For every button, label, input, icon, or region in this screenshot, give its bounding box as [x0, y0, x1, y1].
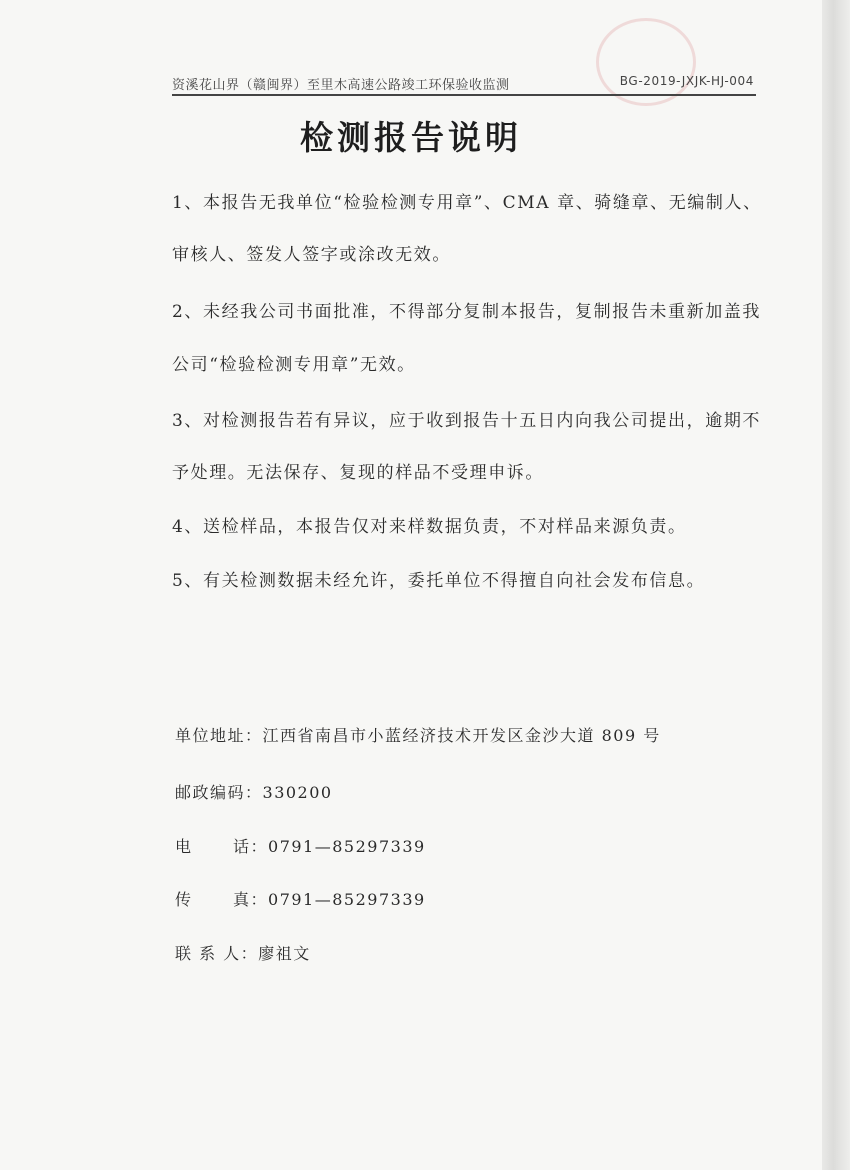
address-row — [175, 723, 661, 746]
address-label: 单位地址： — [175, 726, 263, 745]
header-project-title: 资溪花山界（赣闽界）至里木高速公路竣工环保验收监测 — [172, 78, 510, 93]
postcode-value: 330200 — [262, 783, 333, 802]
postcode-row — [175, 780, 333, 803]
phone-label-first-char: 电 — [175, 837, 193, 856]
page-title: 检测报告说明 — [300, 118, 522, 157]
paragraph-4: 4、送检样品，本报告仅对来样数据负责，不对样品来源负责。 — [172, 517, 687, 537]
phone-value: 0791—85297339 — [268, 837, 426, 856]
fax-label-rest: 真： — [233, 890, 269, 909]
contact-person-label: 联 系 人： — [175, 944, 259, 963]
address-value: 江西省南昌市小蓝经济技术开发区金沙大道 809 号 — [262, 726, 661, 745]
contact-person-value: 廖祖文 — [258, 944, 311, 963]
phone-label-rest: 话： — [233, 837, 269, 856]
fax-label-first-char: 传 — [175, 890, 193, 909]
paragraph-3-line-1: 3、对检测报告若有异议，应于收到报告十五日内向我公司提出，逾期不 — [172, 411, 762, 431]
postcode-label: 邮政编码： — [175, 783, 263, 802]
paragraph-1-line-1: 1、本报告无我单位“检验检测专用章”、CMA 章、骑缝章、无编制人、 — [172, 193, 762, 213]
paragraph-2-line-2: 公司“检验检测专用章”无效。 — [172, 355, 416, 375]
fax-value: 0791—85297339 — [268, 890, 426, 909]
paragraph-5: 5、有关检测数据未经允许，委托单位不得擅自向社会发布信息。 — [172, 571, 706, 591]
paragraph-3-line-2: 予处理。无法保存、复现的样品不受理申诉。 — [172, 463, 544, 483]
header-report-number: BG-2019-JXJK-HJ-004 — [619, 74, 754, 88]
fax-row — [175, 887, 426, 910]
paragraph-1-line-2: 审核人、签发人签字或涂改无效。 — [172, 245, 451, 265]
page-edge-shadow — [822, 0, 850, 1170]
paragraph-2-line-1: 2、未经我公司书面批准，不得部分复制本报告，复制报告未重新加盖我 — [172, 302, 762, 322]
page-header — [172, 72, 756, 96]
phone-row — [175, 834, 426, 857]
contact-person-row — [175, 941, 311, 964]
